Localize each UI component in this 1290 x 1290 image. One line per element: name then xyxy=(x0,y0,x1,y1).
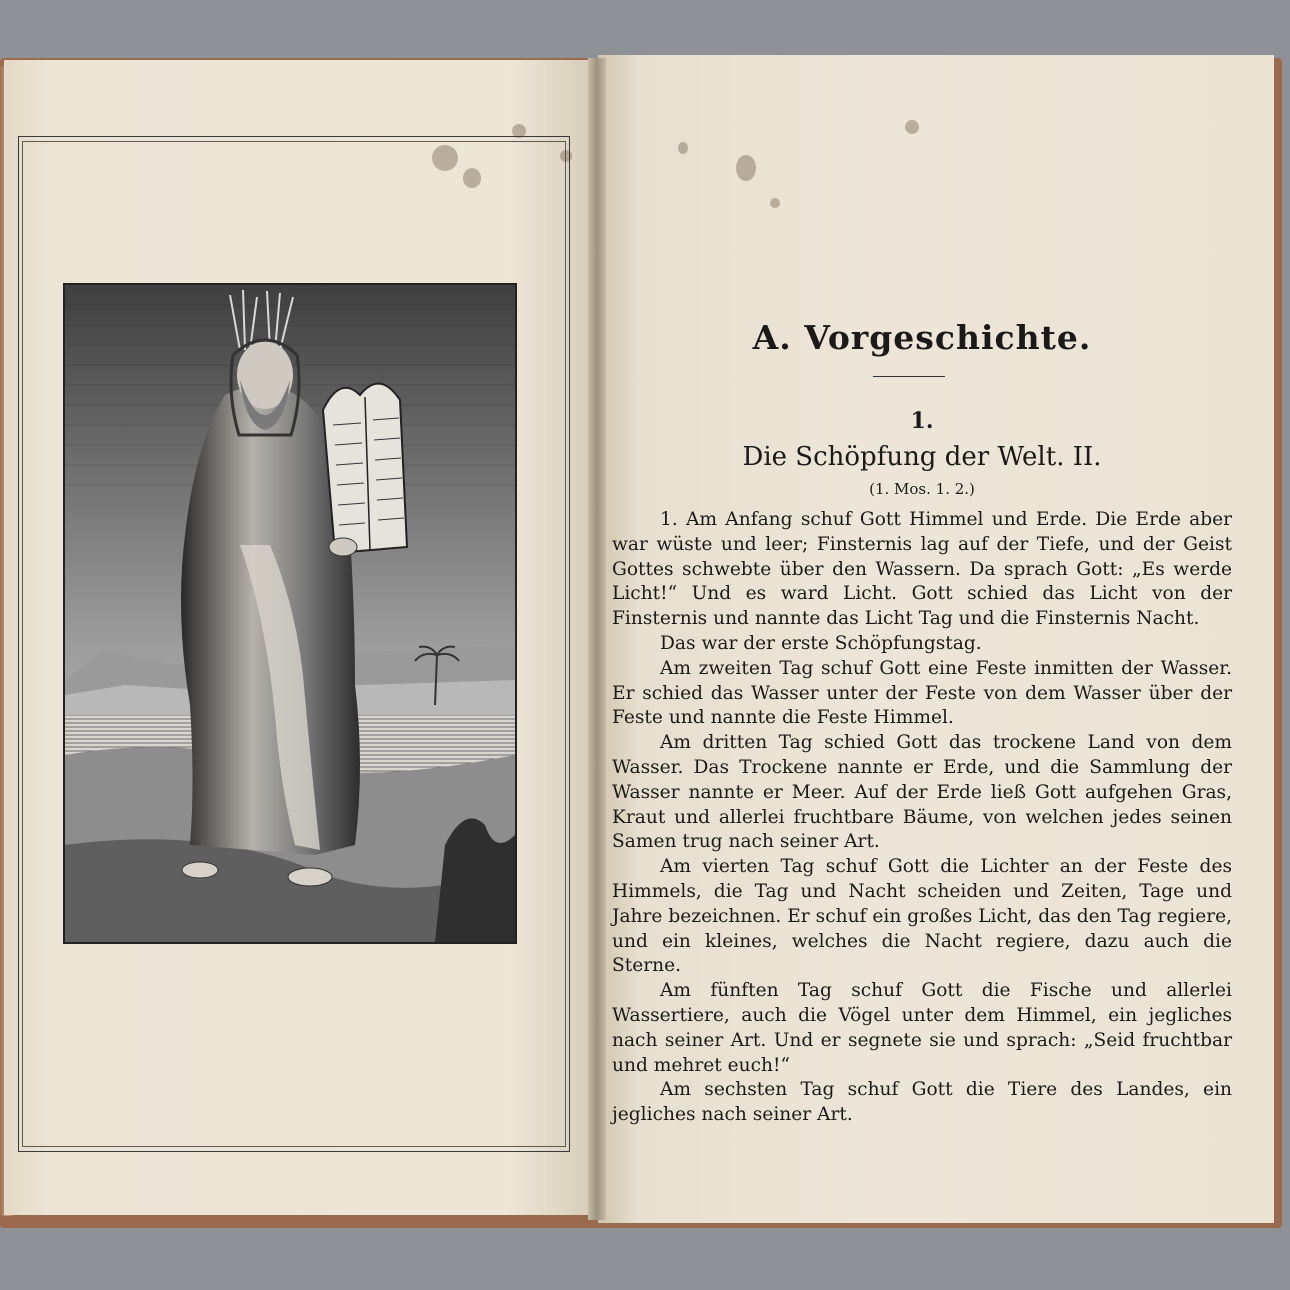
engraving-moses-with-tablets xyxy=(63,283,517,944)
paragraph: Am sechsten Tag schuf Gott die Tiere des Landes, ein jegliches nach seiner Art. xyxy=(612,1079,1232,1126)
engraving-svg xyxy=(65,285,515,942)
paragraph: 1. Am Anfang schuf Gott Himmel und Erde. Die Erde aber war wüste und leer; Finsternis lag auf der Tiefe, und der Geist Gottes schwebte über den Wassern. Da sprach Gott: „Es werde Licht!“ Und es ward Licht. Gott schied das Licht von der Finsternis und nannte das Licht Tag und die Finsternis Nacht. xyxy=(612,509,1232,630)
foxing-spot xyxy=(905,120,919,134)
paragraph: Am vierten Tag schuf Gott die Lichter an der Feste des Himmels, die Tag und Nacht scheiden und Zeiten, Tage und Jahre bezeichnen. Er schuf ein großes Licht, das den Tag regiere, und ein kleines, welches die Nacht regiere, dazu auch die Sterne. xyxy=(612,856,1232,977)
foxing-spot xyxy=(463,168,481,188)
paragraph: Am dritten Tag schied Gott das trockene Land von dem Wasser. Das Trockene nannte er Erde, und die Sammlung der Wasser nannte er Meer. Auf der Erde ließ Gott aufgehen Gras, Kraut und allerlei fruchtbare Bäume, von welchen jedes seinen Samen trug nach seiner Art. xyxy=(612,732,1232,853)
foxing-spot xyxy=(512,124,526,138)
foxing-spot xyxy=(736,155,756,181)
paragraph: Am zweiten Tag schuf Gott eine Feste inmitten der Wasser. Er schied das Wasser unter der Feste von dem Wasser über der Feste und nannte die Feste Himmel. xyxy=(612,657,1232,729)
foxing-spot xyxy=(770,198,780,208)
paragraph: Am fünften Tag schuf Gott die Fische und allerlei Wassertiere, auch die Vögel unter dem Himmel, ein jegliches nach seiner Art. Und er segnete sie und sprach: „Seid fruchtbar und mehret euch!“ xyxy=(612,980,1232,1076)
title-rule xyxy=(873,376,945,377)
section-title: A. Vorgeschichte. xyxy=(752,318,1092,357)
chapter-number: 1. xyxy=(910,408,934,434)
book-gutter xyxy=(588,58,606,1220)
chapter-title: Die Schöpfung der Welt. II. xyxy=(742,442,1102,472)
foxing-spot xyxy=(678,142,688,154)
chapter-reference: (1. Mos. 1. 2.) xyxy=(869,480,975,498)
paragraph: Das war der erste Schöpfungstag. xyxy=(660,632,982,654)
foxing-spot xyxy=(560,150,572,162)
foxing-spot xyxy=(432,145,458,171)
chapter-body xyxy=(612,508,1232,1128)
